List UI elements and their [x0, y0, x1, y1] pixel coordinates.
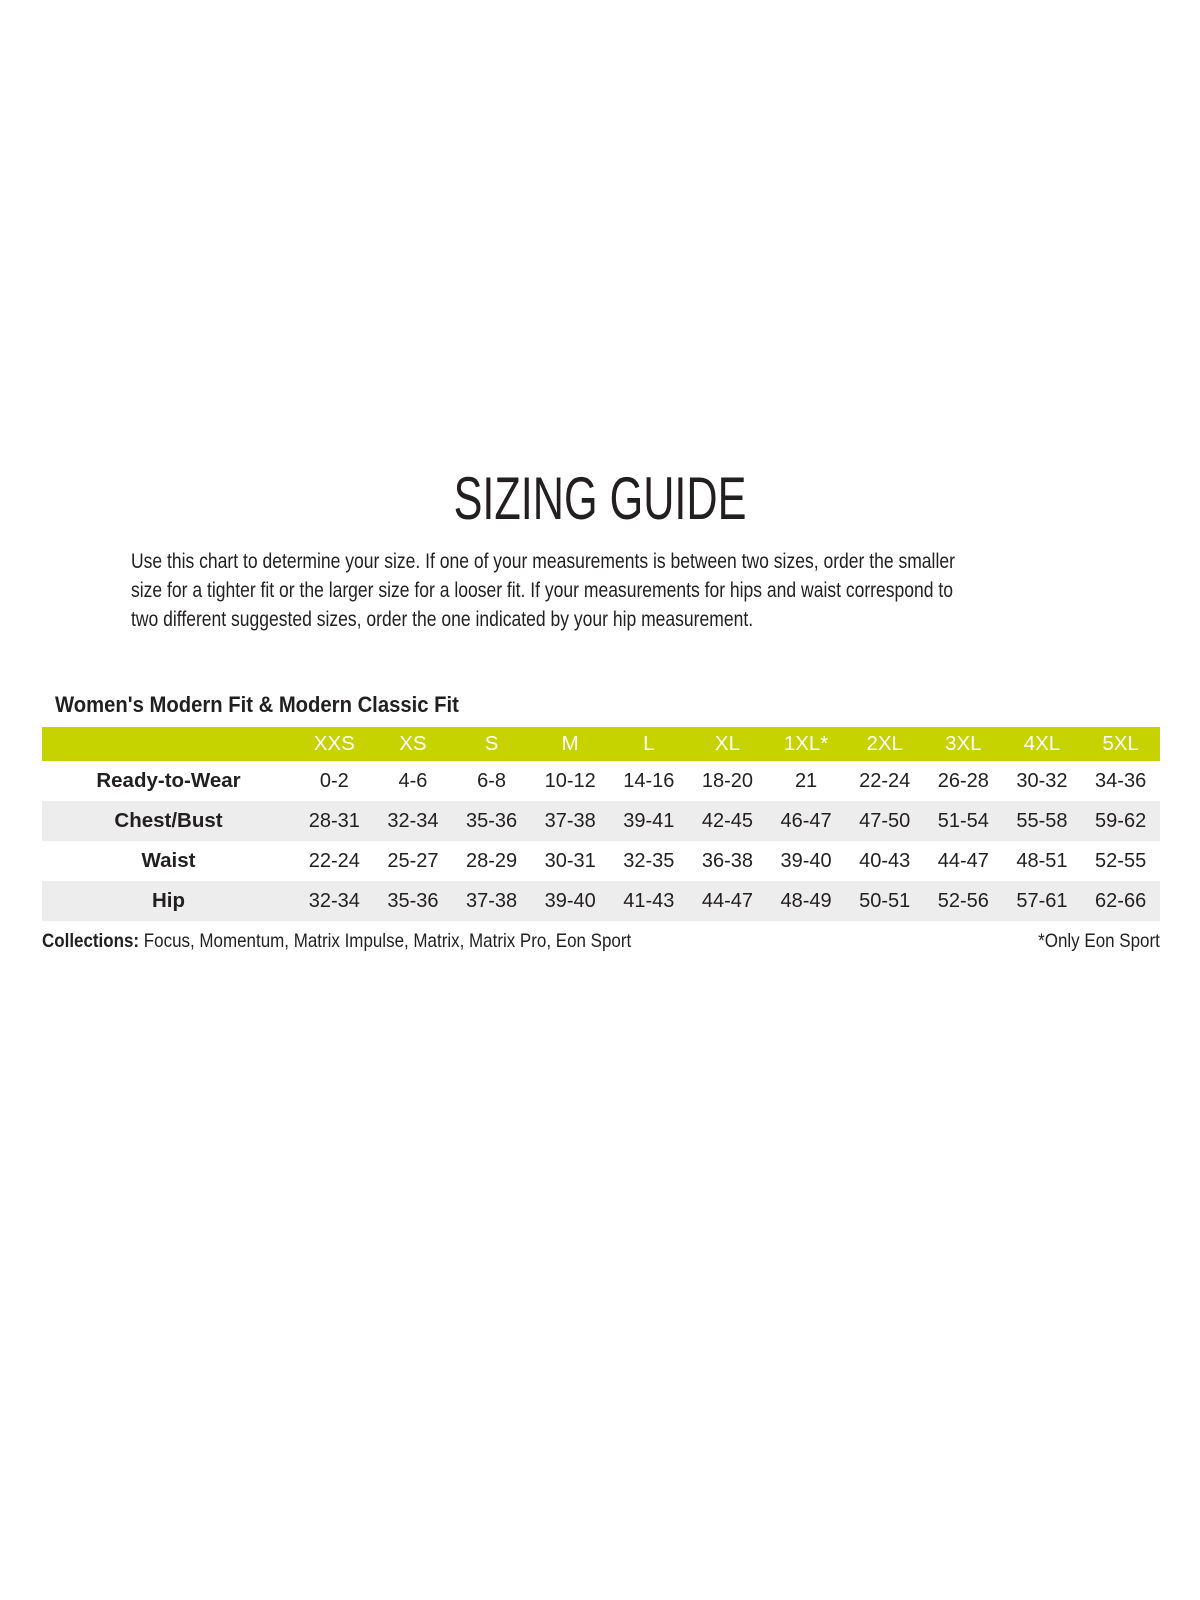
size-cell: 39-41: [623, 809, 675, 832]
size-cell: 32-34: [308, 889, 360, 912]
section-heading: Women's Modern Fit & Modern Classic Fit: [55, 692, 459, 717]
sizing-table: [42, 727, 1160, 921]
page-title: SIZING GUIDE: [453, 465, 747, 532]
collections-label: Collections:: [42, 930, 140, 952]
size-cell: 59-62: [1095, 809, 1147, 832]
size-cell: 44-47: [701, 889, 754, 912]
column-header-4xl: 4XL: [1023, 732, 1061, 755]
column-header-xxs: XXS: [313, 732, 355, 755]
size-cell: 44-47: [937, 849, 989, 872]
size-cell: 32-34: [387, 809, 439, 832]
size-cell: 10-12: [544, 769, 596, 792]
column-header-5xl: 5XL: [1102, 732, 1139, 755]
size-cell: 52-56: [937, 889, 989, 912]
table-row-waist: [42, 841, 1160, 881]
size-cell: 46-47: [780, 809, 832, 832]
size-cell: 25-27: [387, 849, 439, 872]
size-cell: 18-20: [701, 769, 754, 792]
column-header-m: M: [561, 732, 579, 755]
size-cell: 37-38: [465, 889, 518, 912]
intro-line: two different suggested sizes, order the one indicated by your hip measurement.: [131, 607, 754, 631]
size-cell: 39-40: [780, 849, 832, 872]
size-cell: 14-16: [623, 769, 675, 792]
size-cell: 28-29: [465, 849, 518, 872]
size-cell: 22-24: [308, 849, 360, 872]
size-cell: 32-35: [623, 849, 675, 872]
size-cell: 47-50: [859, 809, 911, 832]
size-cell: 57-61: [1016, 889, 1068, 912]
collections-row: [42, 929, 1160, 955]
size-cell: 35-36: [387, 889, 439, 912]
size-cell: 35-36: [465, 809, 518, 832]
collections-text: [42, 929, 631, 953]
size-cell: 36-38: [701, 849, 754, 872]
table-row-ready-to-wear: [42, 761, 1160, 801]
size-cell: 21: [794, 769, 818, 792]
size-cell: 28-31: [308, 809, 360, 832]
size-header-row: [42, 727, 1160, 761]
size-cell: 39-40: [544, 889, 596, 912]
size-cell: 30-32: [1016, 769, 1068, 792]
column-header-3xl: 3XL: [945, 732, 982, 755]
collections-list: Focus, Momentum, Matrix Impulse, Matrix, Matrix Pro, Eon Sport: [139, 930, 632, 952]
size-cell: 55-58: [1016, 809, 1068, 832]
column-header-s: S: [484, 732, 499, 755]
row-label: Hip: [151, 889, 186, 912]
size-cell: 40-43: [859, 849, 911, 872]
intro-line: size for a tighter fit or the larger size for a looser fit. If your measurements for hips and waist correspond to: [131, 578, 953, 602]
table-row-chest-bust: [42, 801, 1160, 841]
row-label: Ready-to-Wear: [96, 769, 241, 792]
row-label: Waist: [141, 849, 196, 872]
size-cell: 34-36: [1095, 769, 1147, 792]
row-label: Chest/Bust: [114, 809, 223, 832]
column-header-xs: XS: [399, 732, 427, 755]
intro-paragraph: [131, 547, 955, 634]
size-cell: 48-49: [780, 889, 832, 912]
column-header-2xl: 2XL: [866, 732, 903, 755]
size-cell: 22-24: [859, 769, 911, 792]
size-cell: 50-51: [859, 889, 911, 912]
size-cell: 0-2: [319, 769, 349, 792]
table-row-hip: [42, 881, 1160, 921]
size-cell: 41-43: [623, 889, 675, 912]
size-cell: 42-45: [701, 809, 754, 832]
size-cell: 62-66: [1095, 889, 1147, 912]
size-cell: 52-55: [1095, 849, 1147, 872]
size-cell: 4-6: [398, 769, 428, 792]
column-header-l: L: [643, 732, 655, 755]
size-cell: 51-54: [937, 809, 989, 832]
header-spacer: [42, 727, 295, 761]
intro-line: Use this chart to determine your size. If one of your measurements is between two sizes, order the smaller: [131, 549, 955, 573]
size-cell: 6-8: [477, 769, 507, 792]
size-cell: 30-31: [544, 849, 596, 872]
column-header-1xl: 1XL*: [783, 732, 829, 755]
size-cell: 37-38: [544, 809, 596, 832]
size-cell: 26-28: [937, 769, 989, 792]
footnote: *Only Eon Sport: [1038, 930, 1160, 952]
column-header-xl: XL: [714, 732, 740, 755]
size-cell: 48-51: [1016, 849, 1068, 872]
